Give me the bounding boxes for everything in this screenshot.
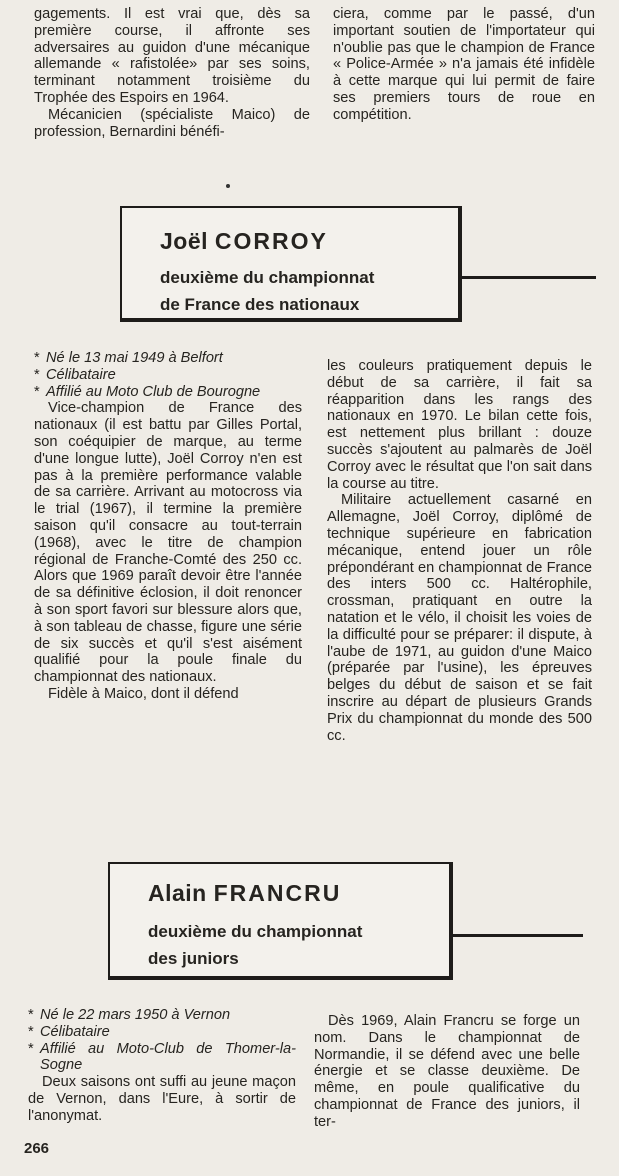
corroy-title-box <box>120 206 462 322</box>
top-right-column <box>333 6 595 124</box>
corroy-right-column <box>327 358 592 744</box>
paragraph: Fidèle à Maico, dont il défend <box>48 685 239 702</box>
title-rule <box>453 934 583 937</box>
athlete-name: Joël CORROY <box>160 228 328 254</box>
paragraph: Deux saisons ont suffi au jeune maçon de Vernon, dans l'Eure, à sortir de l'anonymat. <box>28 1074 296 1124</box>
facts-list: * Né le 13 mai 1949 à Belfort * Célibataire * Affilié au Moto Club de Bourogne <box>34 350 261 400</box>
top-left-column <box>34 6 310 140</box>
page-number: 266 <box>24 1140 50 1157</box>
paragraph: Dès 1969, Alain Francru se forge un nom. Dans le championnat de Normandie, il se défend avec une belle énergie et se classe deuxième. De même, en poule qualificative du championnat de France des juniors, il ter- <box>314 1013 580 1130</box>
francru-right-column <box>314 1013 580 1131</box>
francru-title-box <box>108 862 453 980</box>
athlete-name: Alain FRANCRU <box>148 880 342 906</box>
paragraph: gagements. Il est vrai que, dès sa première course, il affronte ses adversaires au guidon d'une mécanique allemande « rafistolée» par ses soins, terminant notamment troisième du Trophée des Espoirs en 1964. <box>34 6 310 106</box>
paragraph: les couleurs pratiquement depuis le début de sa carrière, il fait sa réapparition dans les rangs des nationaux en 1970. Le bilan cette fois, est nettement plus brillant : douze succès s'ajoutent au palmarès de Joël Corroy avec le résultat que l'on sait dans la course au titre. <box>327 358 592 492</box>
paragraph: Mécanicien (spécialiste Maico) de profession, Bernardini bénéfi- <box>34 106 310 140</box>
athlete-subtitle: deuxième du championnat de France des nationaux <box>160 268 375 314</box>
facts-list: * Né le 22 mars 1950 à Vernon * Célibataire * Affilié au Moto-Club de Thomer-la-Sogne <box>28 1007 296 1074</box>
paragraph: Vice-champion de France des nationaux (il est battu par Gilles Portal, son coéquipier de marque, au terme d'une longue lutte), Joël Corroy n'en est pas à la première performance valable de sa carrière. Arrivant au motocross via le trial (1967), il termine la première saison qu'il consacre au tout-terrain (1968), avec le titre de champion régional de Franche-Comté des 250 cc. Alors que 1969 paraît devoir être l'année de sa définitive éclosion, il doit renoncer à son sport favori sur blessure alors que, à son tableau de chasse, figure une série de six succès et qu'il s'est aisément qualifié pour la poule finale du championnat des nationaux. <box>34 400 302 686</box>
francru-left-column <box>28 1007 296 1125</box>
separator-dot <box>226 184 230 188</box>
athlete-subtitle: deuxième du championnat des juniors <box>148 922 363 968</box>
corroy-left-column <box>34 350 302 703</box>
paragraph: Militaire actuellement casarné en Allemagne, Joël Corroy, diplômé de technique supérieure en fabrication mécanique, entend jouer un rôle prépondérant en championnat de France des inters 500 cc. Haltérophile, crossman, pratiquant en outre la natation et le vélo, il choisit les voies de la difficulté pour se préparer: il dispute, à l'aube de 1971, au guidon d'une Maico (préparée par l'usine), les épreuves belges du début de saison et se fait inscrire au départ de plusieurs Grands Prix du championnat du monde des 500 cc. <box>327 492 592 744</box>
paragraph: ciera, comme par le passé, d'un important soutien de l'importateur qui n'oublie pas que le champion de France « Police-Armée » n'a jamais été infidèle à cette marque qui lui permit de faire ses premiers tours de roue en compétition. <box>333 6 595 123</box>
title-rule <box>462 276 596 279</box>
